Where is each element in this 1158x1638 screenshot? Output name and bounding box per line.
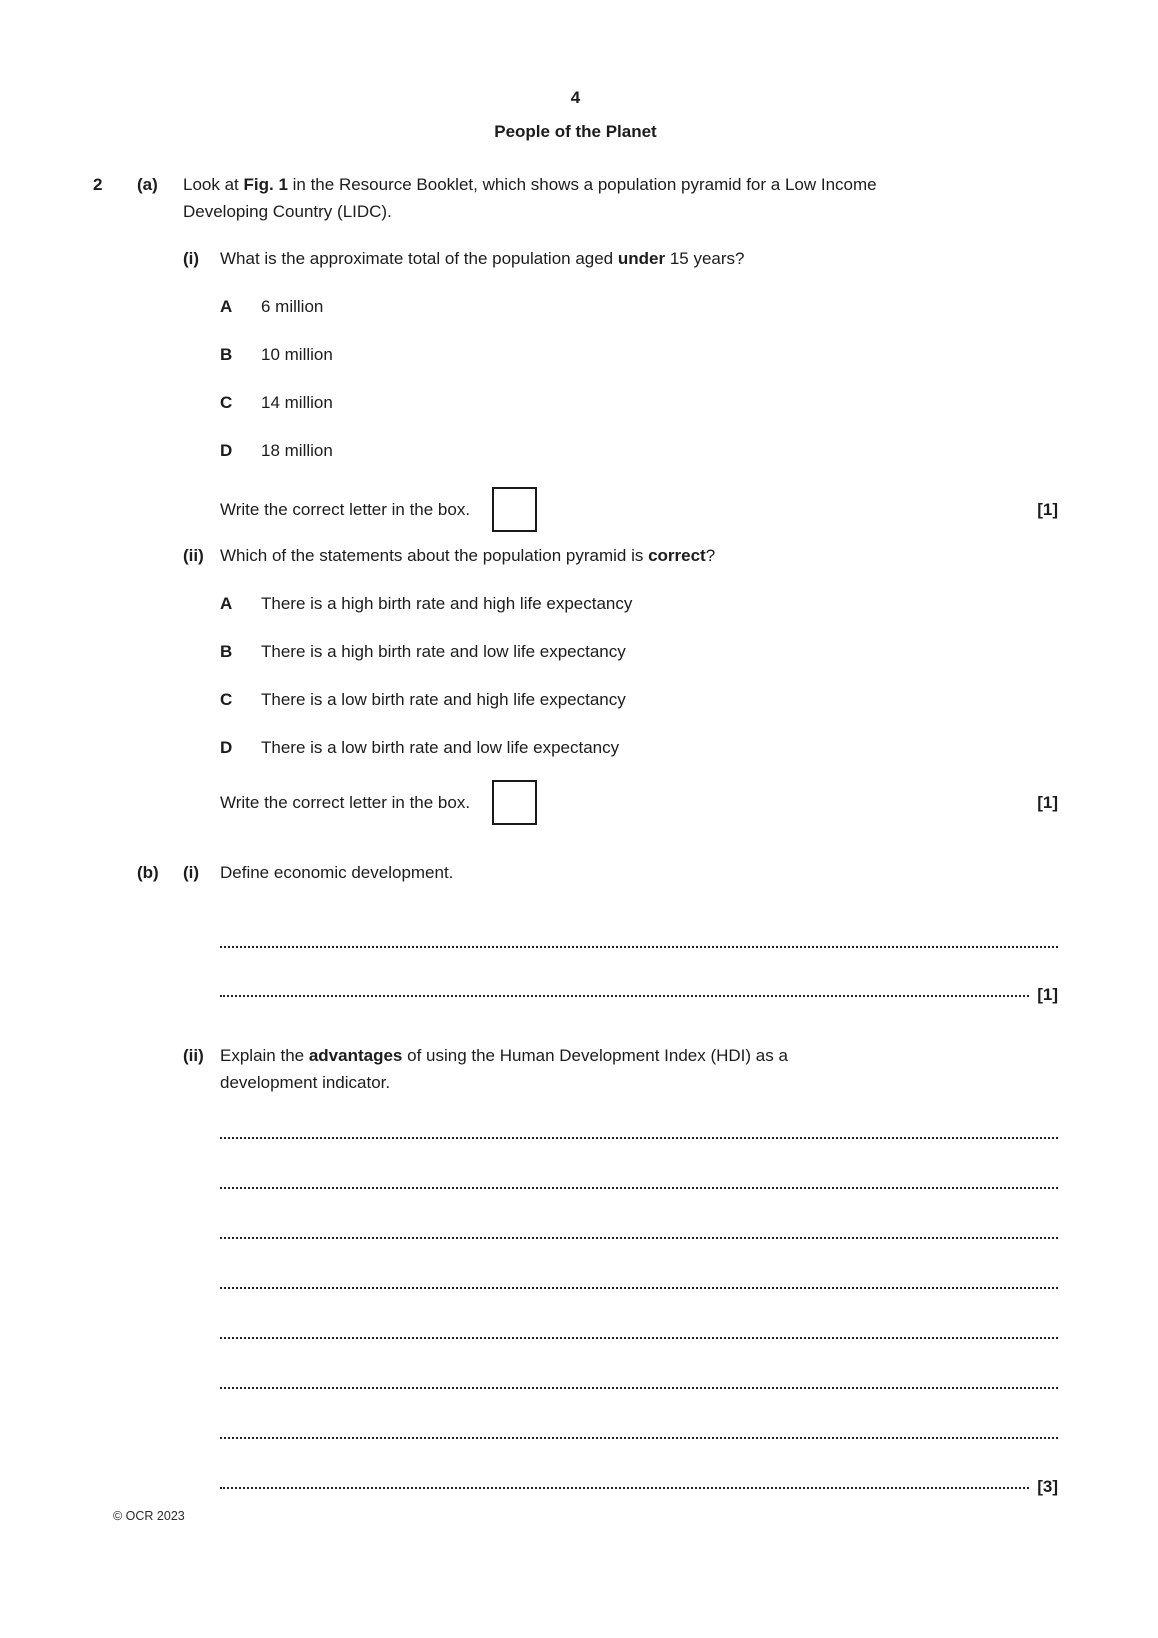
dotted-line[interactable] — [220, 1437, 1058, 1439]
option-text: There is a low birth rate and high life expectancy — [261, 690, 626, 709]
option-text: 10 million — [261, 345, 333, 364]
question-a-i — [183, 245, 1058, 532]
answer-box[interactable] — [492, 780, 537, 825]
question-b-i-prompt: Define economic development. — [220, 863, 454, 882]
prompt-text-post: 15 years? — [665, 249, 745, 268]
dotted-line[interactable] — [220, 1387, 1058, 1389]
question-2b — [93, 859, 1058, 1496]
part-a-content — [183, 171, 1058, 825]
answer-line[interactable] — [220, 955, 1058, 1004]
option-letter: B — [220, 642, 233, 661]
page-number: 4 — [570, 88, 581, 107]
part-a-intro — [183, 171, 1058, 225]
option-text: 14 million — [261, 393, 333, 412]
option-row — [220, 341, 1058, 368]
intro-line2: Developing Country (LIDC). — [183, 202, 392, 221]
dotted-line[interactable] — [220, 1187, 1058, 1189]
intro-text-rest: in the Resource Booklet, which shows a population pyramid for a Low Income — [287, 175, 877, 194]
option-letter: B — [220, 345, 233, 364]
dotted-line[interactable] — [220, 1137, 1058, 1139]
write-letter-instruction: Write the correct letter in the box. — [220, 499, 471, 519]
prompt-text: Explain the — [220, 1046, 309, 1065]
answer-line[interactable] — [220, 1096, 1058, 1146]
question-a-ii — [183, 542, 1058, 825]
sub-label-i: (i) — [183, 249, 200, 268]
write-letter-row — [220, 486, 1058, 532]
prompt-text: Which of the statements about the population pyramid is — [220, 546, 649, 565]
marks-label: [1] — [1037, 792, 1058, 812]
option-letter: C — [220, 690, 233, 709]
answer-line[interactable] — [220, 1246, 1058, 1296]
prompt-bold: correct — [648, 546, 706, 565]
dotted-line[interactable] — [220, 1237, 1058, 1239]
option-row — [220, 734, 1058, 761]
intro-text: Look at — [183, 175, 244, 194]
question-b-i-content — [220, 859, 1058, 1004]
question-b-ii-content — [220, 1042, 1058, 1496]
option-text: 18 million — [261, 441, 333, 460]
answer-line[interactable] — [220, 906, 1058, 955]
option-row — [220, 293, 1058, 320]
part-a-label: (a) — [137, 175, 158, 194]
part-b-label: (b) — [137, 863, 159, 882]
option-letter: D — [220, 738, 233, 757]
option-text: There is a high birth rate and low life expectancy — [261, 642, 626, 661]
dotted-line[interactable] — [220, 995, 1029, 997]
option-text: There is a low birth rate and low life expectancy — [261, 738, 620, 757]
page-title: People of the Planet — [494, 122, 657, 141]
question-b-i — [183, 859, 1058, 1004]
sub-label-ii: (ii) — [183, 546, 204, 565]
question-number-spacer — [93, 859, 137, 1496]
option-row — [220, 389, 1058, 416]
answer-line[interactable] — [220, 1146, 1058, 1196]
write-letter-instruction: Write the correct letter in the box. — [220, 792, 471, 812]
marks-label: [1] — [1037, 499, 1058, 519]
prompt-bold: advantages — [308, 1046, 403, 1065]
prompt-line2: development indicator. — [220, 1073, 391, 1092]
option-row — [220, 590, 1058, 617]
sub-label-i: (i) — [183, 863, 200, 882]
question-a-ii-content — [220, 542, 1058, 825]
marks-label: [1] — [1037, 985, 1058, 1004]
prompt-text-rest: of using the Human Development Index (HDI) as a — [402, 1046, 788, 1065]
option-row — [220, 686, 1058, 713]
dotted-line[interactable] — [220, 1287, 1058, 1289]
prompt-text: What is the approximate total of the population aged — [220, 249, 618, 268]
option-row — [220, 638, 1058, 665]
question-b-ii-prompt — [220, 1042, 1058, 1096]
dotted-line[interactable] — [220, 1487, 1029, 1489]
copyright-footer: © OCR 2023 — [113, 1509, 185, 1523]
option-letter: A — [220, 594, 233, 613]
answer-box[interactable] — [492, 487, 537, 532]
question-a-i-content — [220, 245, 1058, 532]
marks-label: [3] — [1037, 1477, 1058, 1496]
answer-lines-b-ii — [220, 1096, 1058, 1496]
answer-line[interactable] — [220, 1396, 1058, 1446]
question-2 — [93, 171, 1058, 825]
question-b-ii — [183, 1042, 1058, 1496]
option-text: There is a high birth rate and high life expectancy — [261, 594, 633, 613]
question-a-ii-prompt — [220, 542, 1058, 569]
option-text: 6 million — [261, 297, 324, 316]
prompt-text-post: ? — [705, 546, 716, 565]
part-b-content — [183, 859, 1058, 1496]
dotted-line[interactable] — [220, 946, 1058, 948]
answer-line[interactable] — [220, 1446, 1058, 1496]
answer-line[interactable] — [220, 1196, 1058, 1246]
write-letter-row — [220, 779, 1058, 825]
option-letter: C — [220, 393, 233, 412]
answer-line[interactable] — [220, 1296, 1058, 1346]
option-letter: D — [220, 441, 233, 460]
intro-bold-fig1: Fig. 1 — [243, 175, 288, 194]
option-letter: A — [220, 297, 233, 316]
question-a-i-prompt — [220, 245, 1058, 272]
answer-lines-b-i — [220, 906, 1058, 1004]
prompt-bold: under — [617, 249, 666, 268]
option-row — [220, 437, 1058, 464]
answer-line[interactable] — [220, 1346, 1058, 1396]
sub-label-ii: (ii) — [183, 1046, 204, 1065]
dotted-line[interactable] — [220, 1337, 1058, 1339]
question-number: 2 — [93, 175, 103, 194]
